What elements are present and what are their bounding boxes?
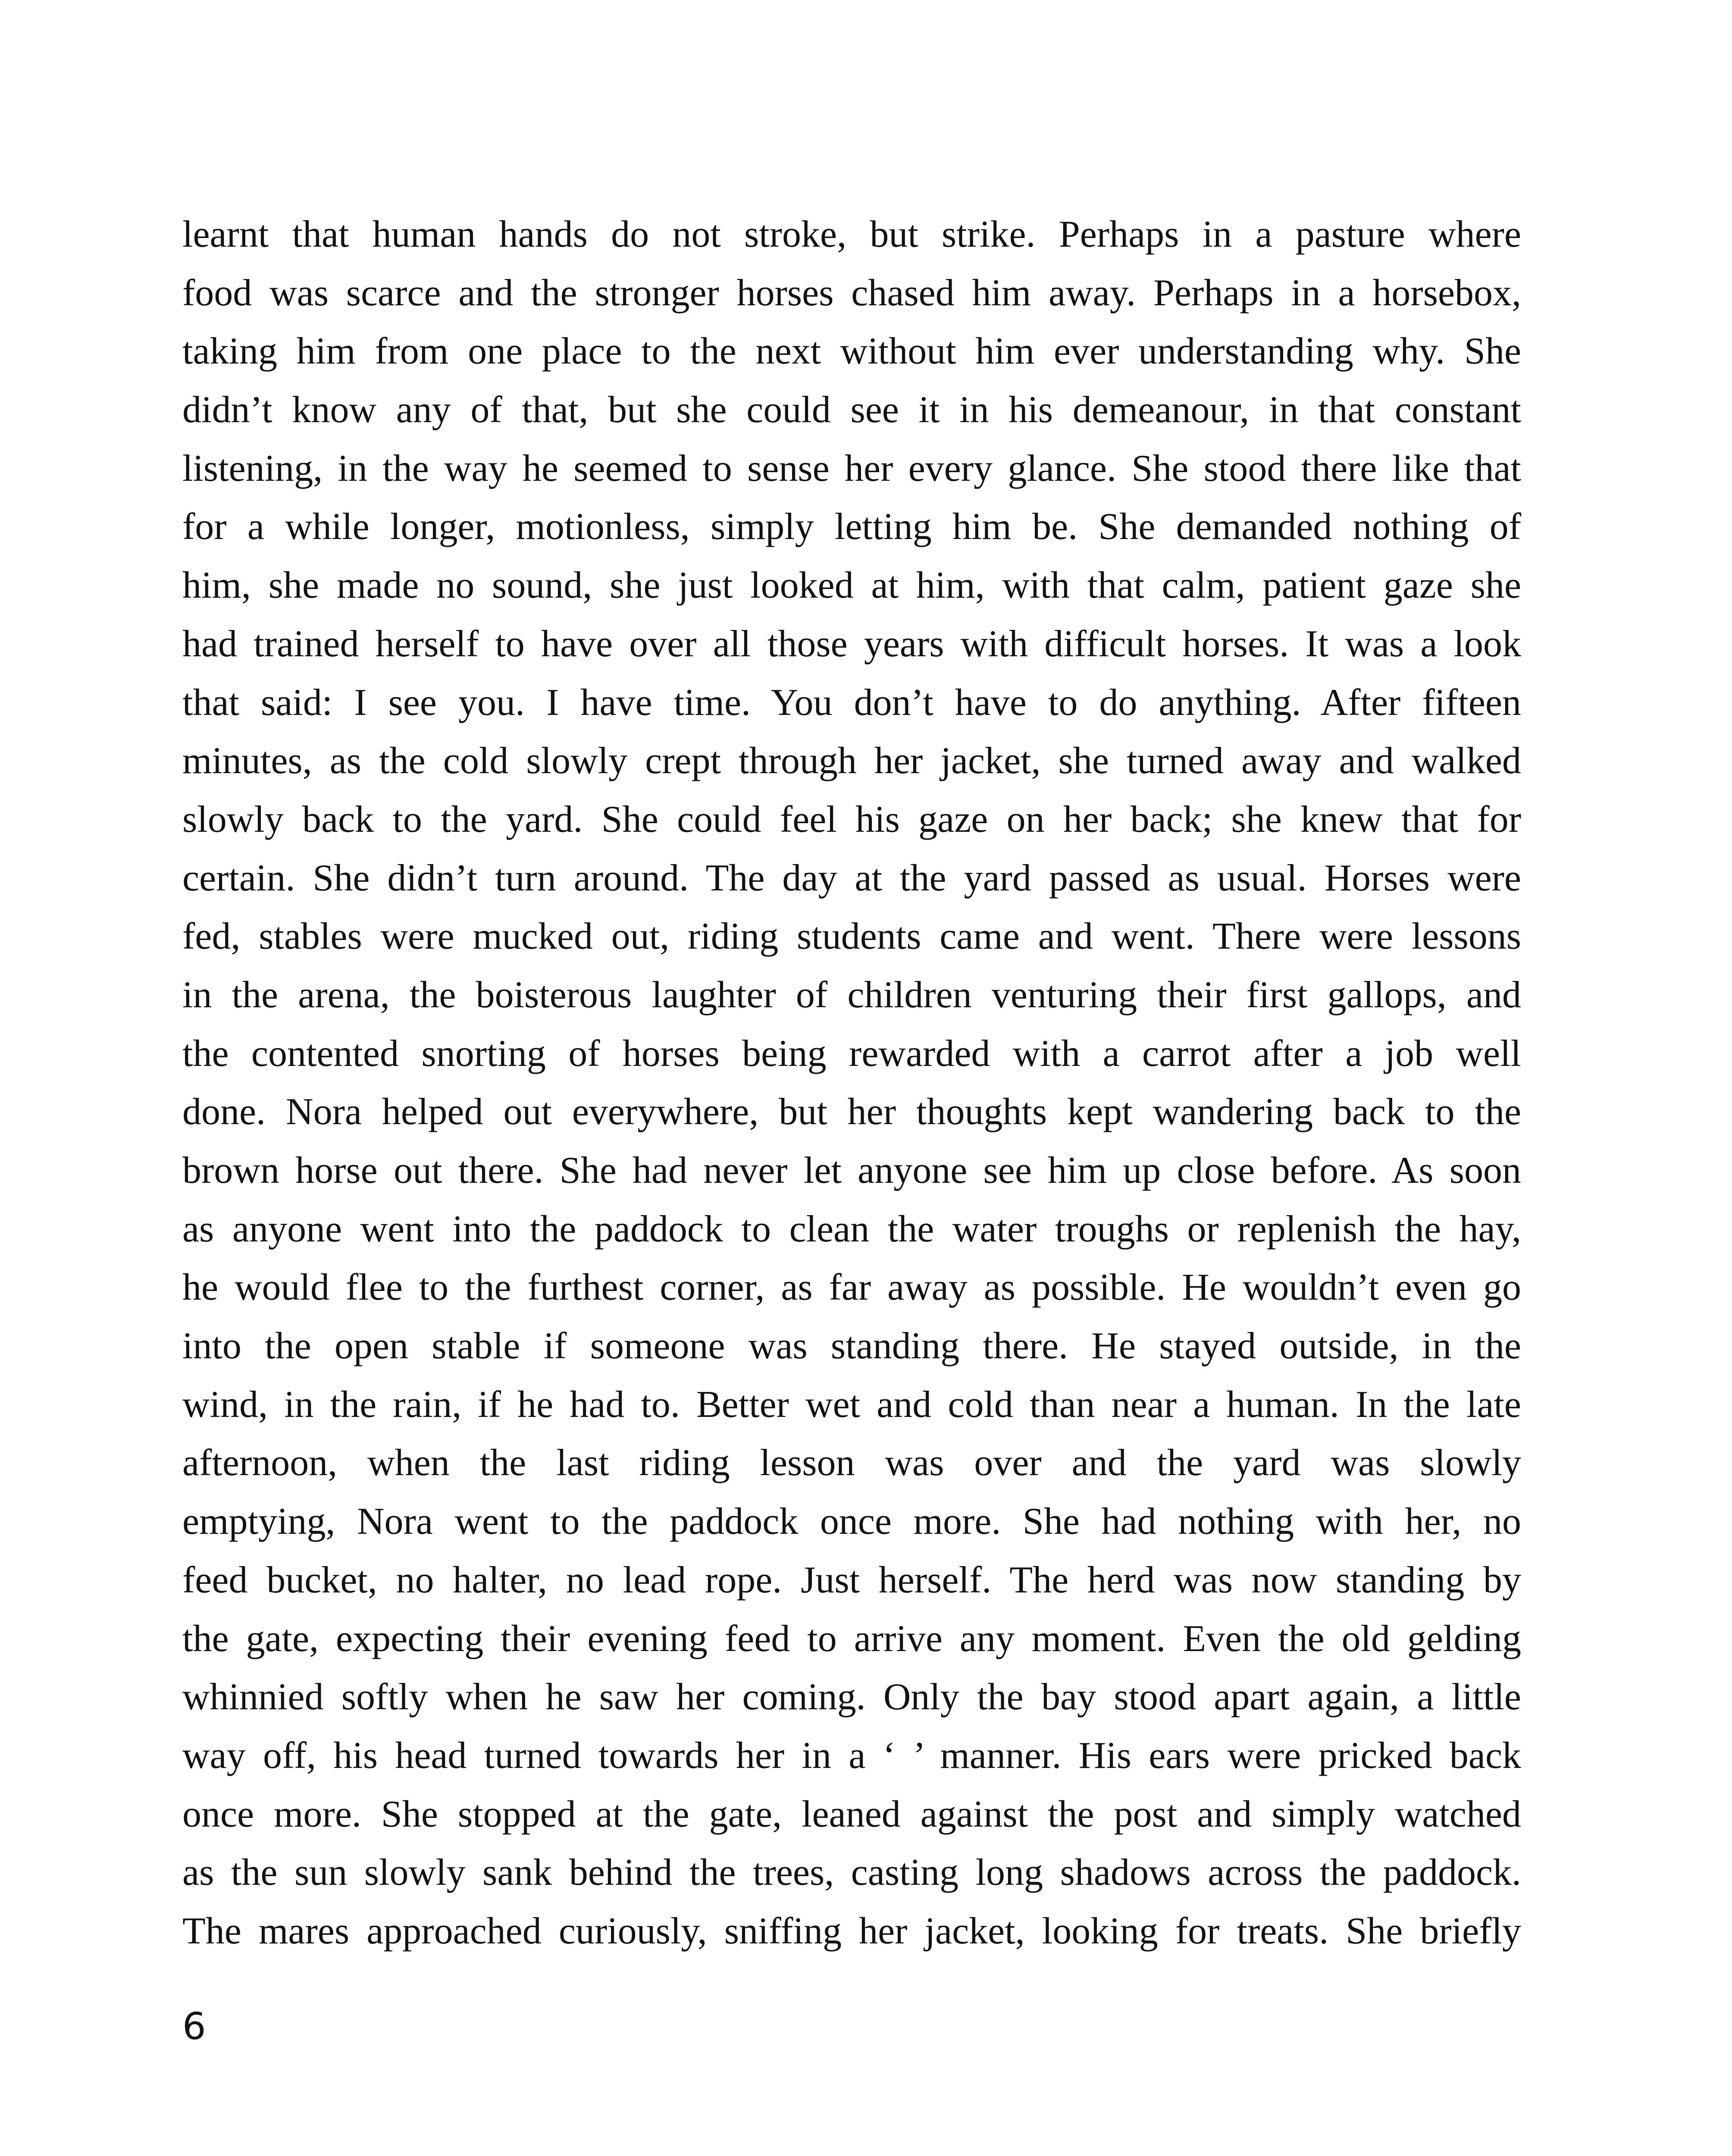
text-line: he would flee to the furthest corner, as far away as possible. He wouldn’t even go [182, 1266, 1521, 1309]
text-line: as the sun slowly sank behind the trees, casting long shadows across the paddock. [182, 1852, 1521, 1894]
text-line: minutes, as the cold slowly crept through her jacket, she turned away and walked [182, 740, 1521, 782]
text-line: once more. She stopped at the gate, leaned against the post and simply watched [182, 1793, 1521, 1835]
text-line: the gate, expecting their evening feed to arrive any moment. Even the old gelding [182, 1617, 1521, 1660]
text-line: had trained herself to have over all those years with difficult horses. It was a look [182, 623, 1521, 665]
text-line: him, she made no sound, she just looked at him, with that calm, patient gaze she [182, 564, 1521, 607]
text-line: brown horse out there. She had never let anyone see him up close before. As soon [182, 1150, 1521, 1191]
text-line: listening, in the way he seemed to sense her every glance. She stood there like that [182, 447, 1521, 489]
text-line: in the arena, the boisterous laughter of children venturing their first gallops, and [182, 974, 1521, 1016]
text-line: feed bucket, no halter, no lead rope. Just herself. The herd was now standing by [182, 1559, 1521, 1601]
text-line: the contented snorting of horses being rewarded with a carrot after a job well [182, 1032, 1521, 1075]
text-line: wind, in the rain, if he had to. Better wet and cold than near a human. In the late [182, 1383, 1521, 1426]
page-number: 6 [182, 2005, 206, 2048]
text-line: learnt that human hands do not stroke, but strike. Perhaps in a pasture where [182, 213, 1521, 255]
text-line: slowly back to the yard. She could feel his gaze on her back; she knew that for [182, 798, 1521, 840]
text-line: taking him from one place to the next without him ever understanding why. She [182, 330, 1521, 373]
text-line: way off, his head turned towards her in a ‘ ’ manner. His ears were pricked back [182, 1734, 1521, 1777]
text-line: whinnied softly when he saw her coming. Only the bay stood apart again, a little [182, 1676, 1521, 1718]
text-line: certain. She didn’t turn around. The day at the yard passed as usual. Horses were [182, 857, 1521, 899]
text-line: emptying, Nora went to the paddock once more. She had nothing with her, no [182, 1501, 1521, 1543]
text-line: food was scarce and the stronger horses chased him away. Perhaps in a horsebox, [182, 272, 1521, 314]
text-line: done. Nora helped out everywhere, but her thoughts kept wandering back to the [182, 1091, 1521, 1133]
body-text [182, 205, 1521, 1961]
text-line: afternoon, when the last riding lesson was over and the yard was slowly [182, 1442, 1521, 1484]
text-line: The mares approached curiously, sniffing her jacket, looking for treats. She briefly [182, 1910, 1521, 1952]
text-line: fed, stables were mucked out, riding students came and went. There were lessons [182, 915, 1521, 958]
text-line: didn’t know any of that, but she could see it in his demeanour, in that constant [182, 389, 1521, 431]
text-line: that said: I see you. I have time. You don’t have to do anything. After fifteen [182, 681, 1521, 724]
text-line: as anyone went into the paddock to clean the water troughs or replenish the hay, [182, 1208, 1521, 1250]
text-line: into the open stable if someone was standing there. He stayed outside, in the [182, 1325, 1521, 1367]
text-line: for a while longer, motionless, simply letting him be. She demanded nothing of [182, 506, 1521, 548]
